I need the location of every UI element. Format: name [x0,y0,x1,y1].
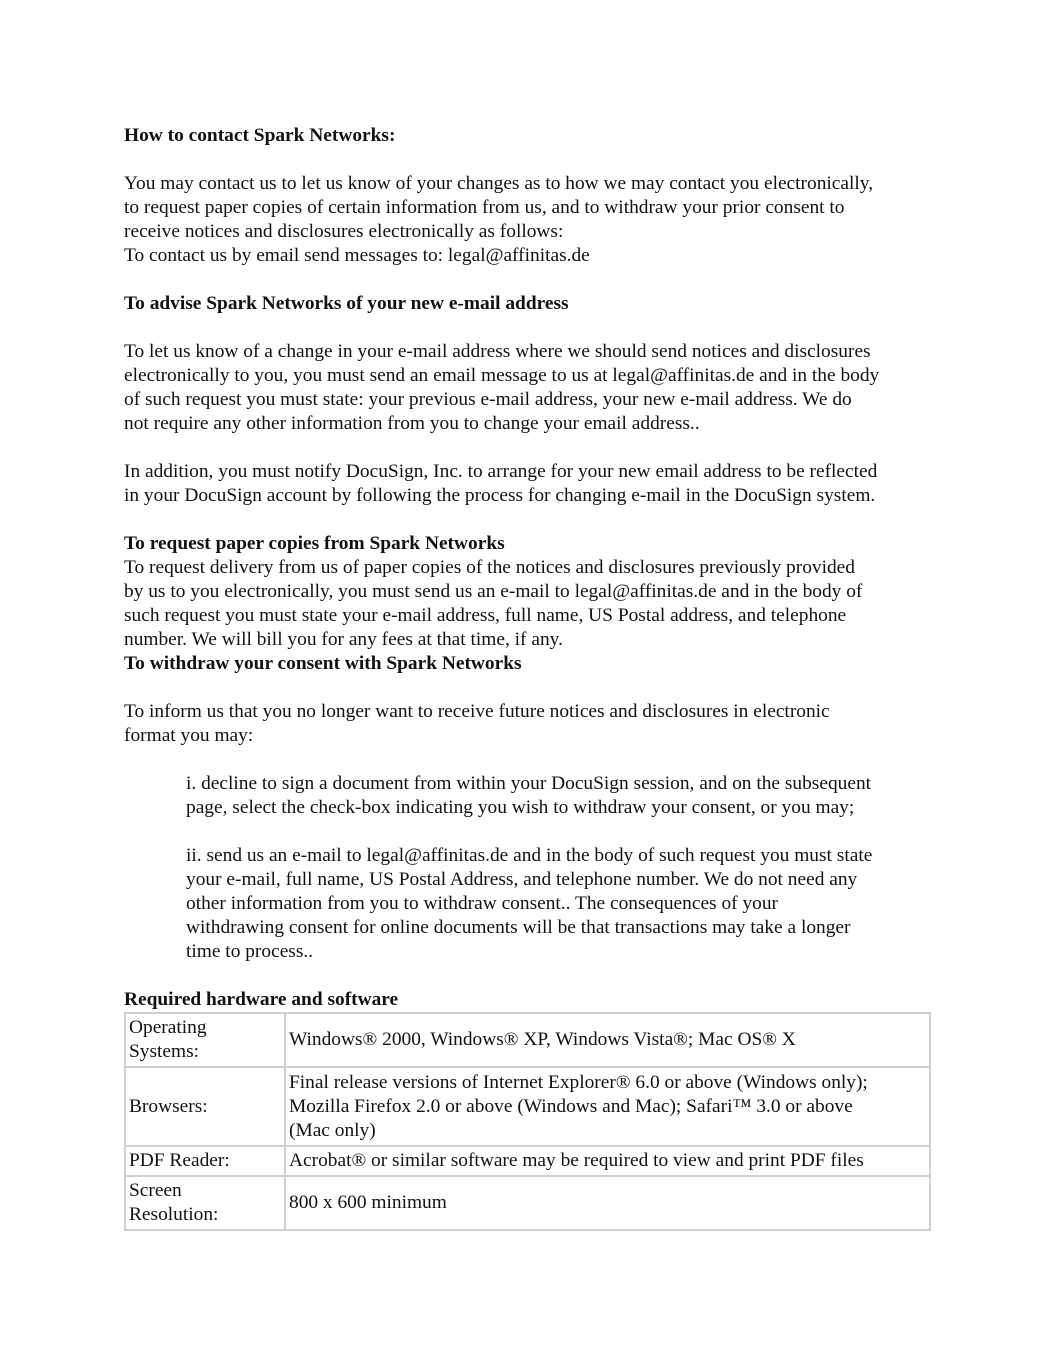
docusign-paragraph [124,460,934,508]
withdraw-heading: To withdraw your consent with Spark Networks [124,653,522,674]
paper-copies-line: To request delivery from us of paper copies of the notices and disclosures previously provided [124,557,855,578]
requirement-label [125,1067,285,1146]
table-row [125,1013,930,1067]
value-line: Windows® 2000, Windows® XP, Windows Vista®; Mac OS® X [289,1029,796,1050]
table-row [125,1067,930,1146]
withdraw-option-i [186,772,921,820]
withdraw-line: format you may: [124,725,254,746]
option-ii-line: time to process.. [186,941,314,962]
value-line: Acrobat® or similar software may be required to view and print PDF files [289,1150,864,1171]
table-row [125,1146,930,1176]
paper-copies-heading: To request paper copies from Spark Networks [124,533,505,554]
requirement-value [285,1146,930,1176]
requirement-value [285,1013,930,1067]
new-email-line: of such request you must state: your previous e-mail address, your new e-mail address. We do [124,389,852,410]
contact-email-line: To contact us by email send messages to: legal@affinitas.de [124,245,590,266]
contact-line: receive notices and disclosures electronically as follows: [124,221,564,242]
label-line: Browsers: [129,1095,208,1117]
value-line: Final release versions of Internet Explorer® 6.0 or above (Windows only); [289,1071,868,1093]
paper-copies-line: by us to you electronically, you must send us an e-mail to legal@affinitas.de and in the body of [124,581,863,602]
option-ii-line: withdrawing consent for online documents will be that transactions may take a longer [186,917,851,938]
withdraw-paragraph [124,700,934,748]
option-i-line: i. decline to sign a document from within your DocuSign session, and on the subsequent [186,773,872,794]
requirement-value [285,1067,930,1146]
contact-line: You may contact us to let us know of your changes as to how we may contact you electronically, [124,173,874,194]
requirement-value [285,1176,930,1230]
paper-copies-line: such request you must state your e-mail address, full name, US Postal address, and telephone [124,605,847,626]
label-line: PDF Reader: [129,1150,230,1171]
option-i-line: page, select the check-box indicating you wish to withdraw your consent, or you may; [186,797,855,818]
docusign-line: In addition, you must notify DocuSign, Inc. to arrange for your new email address to be reflected [124,461,878,482]
contact-line: to request paper copies of certain information from us, and to withdraw your prior consent to [124,197,845,218]
label-line: Screen [129,1180,182,1201]
document-page [124,124,934,1231]
value-line: Mozilla Firefox 2.0 or above (Windows and Mac); Safari™ 3.0 or above [289,1095,853,1117]
contact-heading: How to contact Spark Networks: [124,125,396,146]
new-email-line: not require any other information from you to change your email address.. [124,413,700,434]
option-ii-line: ii. send us an e-mail to legal@affinitas.de and in the body of such request you must state [186,845,873,866]
new-email-paragraph [124,340,934,436]
label-line: Systems: [129,1041,200,1062]
withdraw-option-ii [186,844,921,964]
requirements-heading: Required hardware and software [124,989,399,1010]
requirements-table [124,1012,931,1231]
label-line: Resolution: [129,1204,219,1225]
option-ii-line: other information from you to withdraw consent.. The consequences of your [186,893,778,914]
contact-paragraph [124,172,934,268]
paper-copies-line: number. We will bill you for any fees at that time, if any. [124,629,563,650]
docusign-line: in your DocuSign account by following the process for changing e-mail in the DocuSign system. [124,485,876,506]
new-email-line: electronically to you, you must send an email message to us at legal@affinitas.de and in the body [124,365,880,386]
withdraw-line: To inform us that you no longer want to receive future notices and disclosures in electronic [124,701,830,722]
new-email-heading: To advise Spark Networks of your new e-mail address [124,293,569,314]
requirement-label [125,1146,285,1176]
requirement-label [125,1013,285,1067]
value-line: (Mac only) [289,1119,376,1141]
requirement-label [125,1176,285,1230]
table-row [125,1176,930,1230]
label-line: Operating [129,1017,207,1038]
paper-copies-paragraph [124,556,934,652]
option-ii-line: your e-mail, full name, US Postal Address, and telephone number. We do not need any [186,869,858,890]
value-line: 800 x 600 minimum [289,1192,447,1213]
new-email-line: To let us know of a change in your e-mail address where we should send notices and disclosures [124,341,871,362]
